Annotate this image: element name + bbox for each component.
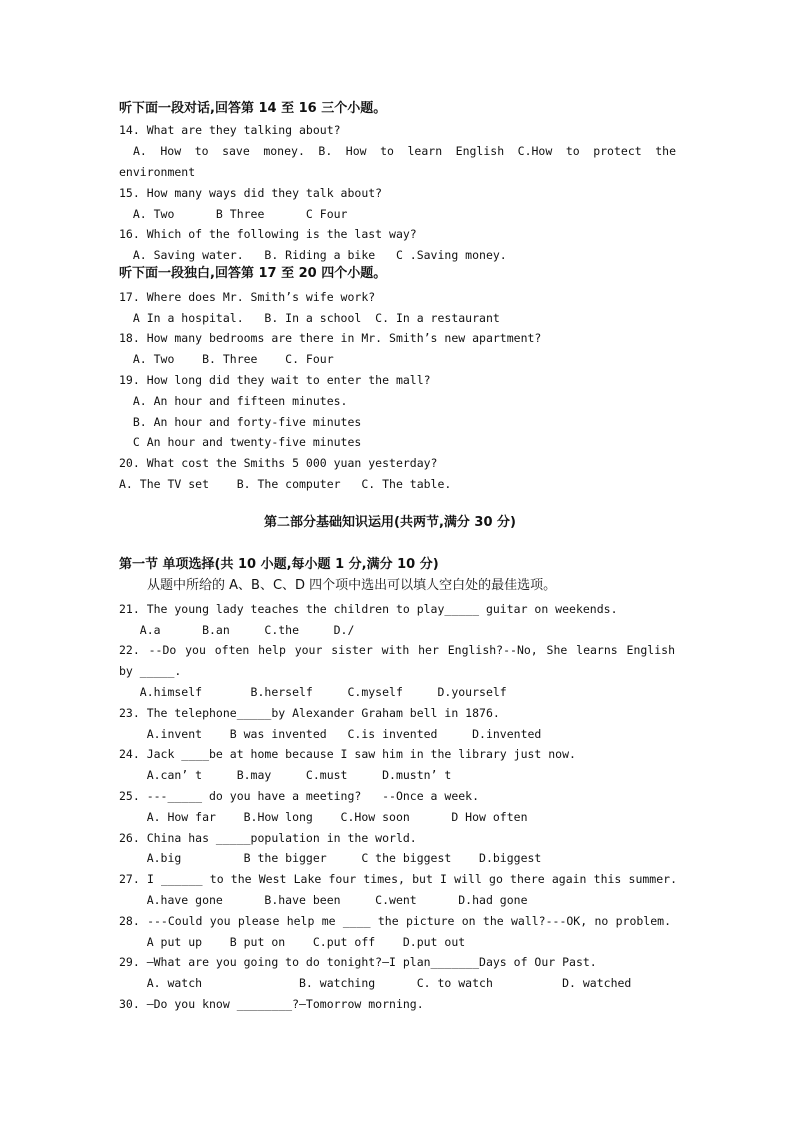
question-16-options: A. Saving water. B. Riding a bike C .Saving money. bbox=[119, 248, 507, 262]
question-22-continued: by _____. bbox=[119, 664, 182, 678]
question-16: 16. Which of the following is the last way? bbox=[119, 227, 417, 241]
part-two-heading: 第二部分基础知识运用(共两节,满分 30 分) bbox=[264, 515, 516, 530]
question-19-option-c: C An hour and twenty-five minutes bbox=[119, 435, 362, 449]
question-27: 27. I ______ to the West Lake four times, but I will go there again this summer. bbox=[119, 872, 677, 886]
question-28-options: A put up B put on C.put off D.put out bbox=[119, 935, 466, 949]
question-24-options: A.can’ t B.may C.must D.mustn’ t bbox=[119, 768, 452, 782]
question-17: 17. Where does Mr. Smith’s wife work? bbox=[119, 290, 376, 304]
question-20: 20. What cost the Smiths 5 000 yuan yesterday? bbox=[119, 456, 438, 470]
question-15-options: A. Two B Three C Four bbox=[119, 207, 348, 221]
question-25-options: A. How far B.How long C.How soon D How often bbox=[119, 810, 528, 824]
question-19-option-b: B. An hour and forty-five minutes bbox=[119, 415, 362, 429]
question-21-options: A.a B.an C.the D./ bbox=[119, 623, 355, 637]
question-15: 15. How many ways did they talk about? bbox=[119, 186, 383, 200]
question-19: 19. How long did they wait to enter the mall? bbox=[119, 373, 431, 387]
question-23: 23. The telephone_____by Alexander Graham bell in 1876. bbox=[119, 706, 500, 720]
question-30: 30. —Do you know ________?—Tomorrow morning. bbox=[119, 997, 424, 1011]
question-27-options: A.have gone B.have been C.went D.had gone bbox=[119, 893, 528, 907]
question-14: 14. What are they talking about? bbox=[119, 123, 341, 137]
question-22: 22. --Do you often help your sister with her English?--No, She learns English bbox=[119, 643, 675, 657]
question-22-options: A.himself B.herself C.myself D.yourself bbox=[119, 685, 507, 699]
question-21: 21. The young lady teaches the children to play_____ guitar on weekends. bbox=[119, 602, 618, 616]
question-26: 26. China has _____population in the world. bbox=[119, 831, 417, 845]
question-18-options: A. Two B. Three C. Four bbox=[119, 352, 334, 366]
question-18: 18. How many bedrooms are there in Mr. Smith’s new apartment? bbox=[119, 331, 542, 345]
question-23-options: A.invent B was invented C.is invented D.invented bbox=[119, 727, 542, 741]
question-26-options: A.big B the bigger C the biggest D.biggest bbox=[119, 851, 542, 865]
question-28: 28. ---Could you please help me ____ the picture on the wall?---OK, no problem. bbox=[119, 914, 671, 928]
question-29-options: A. watch B. watching C. to watch D. watched bbox=[119, 976, 632, 990]
question-14-options: A. How to save money. B. How to learn English C.How to protect the bbox=[133, 144, 676, 158]
question-19-option-a: A. An hour and fifteen minutes. bbox=[119, 394, 348, 408]
section-one-instructions: 从题中所给的 A、B、C、D 四个项中选出可以填人空白处的最佳选项。 bbox=[147, 578, 557, 593]
question-29: 29. —What are you going to do tonight?—I plan_______Days of Our Past. bbox=[119, 955, 597, 969]
question-20-options: A. The TV set B. The computer C. The table. bbox=[119, 477, 452, 491]
question-14-options-continued: environment bbox=[119, 165, 196, 179]
listening-section-heading-2: 听下面一段独白,回答第 17 至 20 四个小题。 bbox=[119, 266, 387, 281]
question-17-options: A In a hospital. B. In a school C. In a restaurant bbox=[119, 311, 500, 325]
question-25: 25. ---_____ do you have a meeting? --Once a week. bbox=[119, 789, 480, 803]
listening-section-heading-1: 听下面一段对话,回答第 14 至 16 三个小题。 bbox=[119, 101, 387, 116]
section-one-heading: 第一节 单项选择(共 10 小题,每小题 1 分,满分 10 分) bbox=[119, 557, 439, 572]
question-24: 24. Jack ____be at home because I saw him in the library just now. bbox=[119, 747, 576, 761]
